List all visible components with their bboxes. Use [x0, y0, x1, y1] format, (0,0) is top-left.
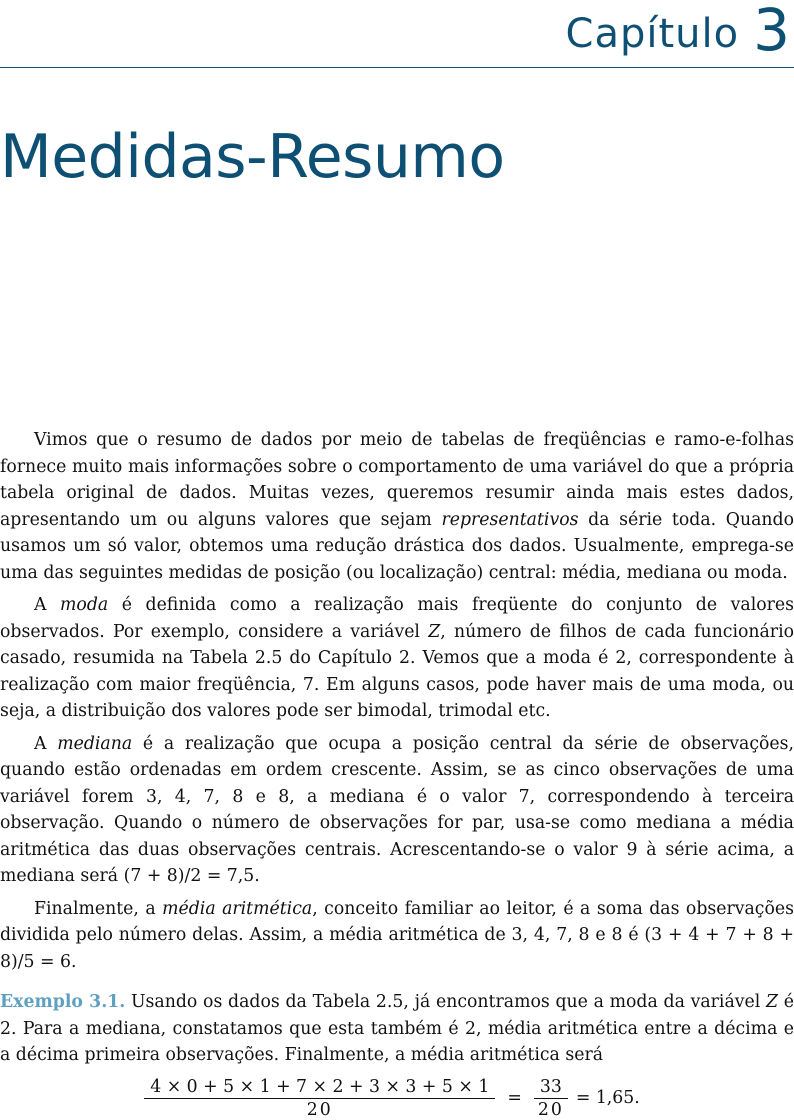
equation — [0, 1077, 794, 1120]
equation-result: = 1,65. — [575, 1088, 640, 1108]
example-label: Exemplo 3.1. — [0, 992, 126, 1012]
paragraph-moda: A moda é definida como a realização mais freqüente do conjunto de valores observados. Por exemplo, considere a variável Z, número de filhos de cada funcionário casado, resumida na Tabela 2.5 do Capítulo 2. Vemos que a moda é 2, correspondente à realização com maior freqüência, 7. Em alguns casos, pode haver mais de uma moda, ou seja, a distribuição dos valores pode ser bimodal, trimodal etc. — [0, 595, 794, 721]
term-media-aritmetica: média aritmética — [162, 898, 313, 919]
fraction-numerator: 4 × 0 + 5 × 1 + 7 × 2 + 3 × 3 + 5 × 1 — [144, 1077, 495, 1099]
header-rule — [0, 67, 794, 68]
equals-sign: = — [507, 1088, 522, 1108]
emphasis-term: representativos — [441, 509, 579, 530]
paragraph-mediana: A mediana é a realização que ocupa a posição central da série de observações, quando estão ordenadas em ordem crescente. Assim, se as cinco observações de uma variável forem 3, 4, 7, 8 e 8, a mediana é o valor 7, correspondendo à terceira observação. Quando o número de observações for par, usa-se como mediana a média aritmética das duas observações centrais. Acrescentando-se o valor 9 à série acima, a mediana será (7 + 8)/2 = 7,5. — [0, 733, 794, 886]
chapter-title: Medidas-Resumo — [0, 122, 505, 192]
paragraph-media: Finalmente, a média aritmética, conceito familiar ao leitor, é a soma das observações dividida pelo número delas. Assim, a média aritmética de 3, 4, 7, 8 e 8 é (3 + 4 + 7 + 8 + 8)/5 = 6. — [0, 898, 794, 972]
body-text — [0, 427, 794, 1120]
fraction-sum — [144, 1077, 495, 1120]
term-mediana: mediana — [57, 733, 133, 754]
chapter-label: Capítulo — [565, 11, 740, 57]
example-paragraph: Exemplo 3.1. Usando os dados da Tabela 2.5, já encontramos que a moda da variável Z é 2. Para a mediana, constatamos que esta também é 2, média aritmética entre a décima e a décima primeira observações. Finalmente, a média aritmética será — [0, 992, 794, 1065]
chapter-number: 3 — [753, 0, 790, 64]
variable-z: Z — [766, 992, 779, 1012]
variable-z: Z — [428, 621, 441, 642]
term-moda: moda — [60, 595, 109, 615]
fraction-result — [534, 1077, 568, 1120]
paragraph-intro: Vimos que o resumo de dados por meio de tabelas de freqüências e ramo-e-folhas fornece muito mais informações sobre o comportamento de uma variável do que a própria tabela original de dados. Muitas vezes, queremos resumir ainda mais estes dados, apresentando um ou alguns valores que sejam representativos da série toda. Quando usamos um só valor, obtemos uma redução drástica dos dados. Usualmente, emprega-se uma das seguintes medidas de posição (ou localização) central: média, mediana ou moda. — [0, 430, 794, 583]
fraction-denominator: 20 — [306, 1099, 333, 1120]
fraction-numerator: 33 — [534, 1077, 568, 1099]
chapter-header — [566, 0, 790, 66]
fraction-denominator: 20 — [537, 1099, 564, 1120]
